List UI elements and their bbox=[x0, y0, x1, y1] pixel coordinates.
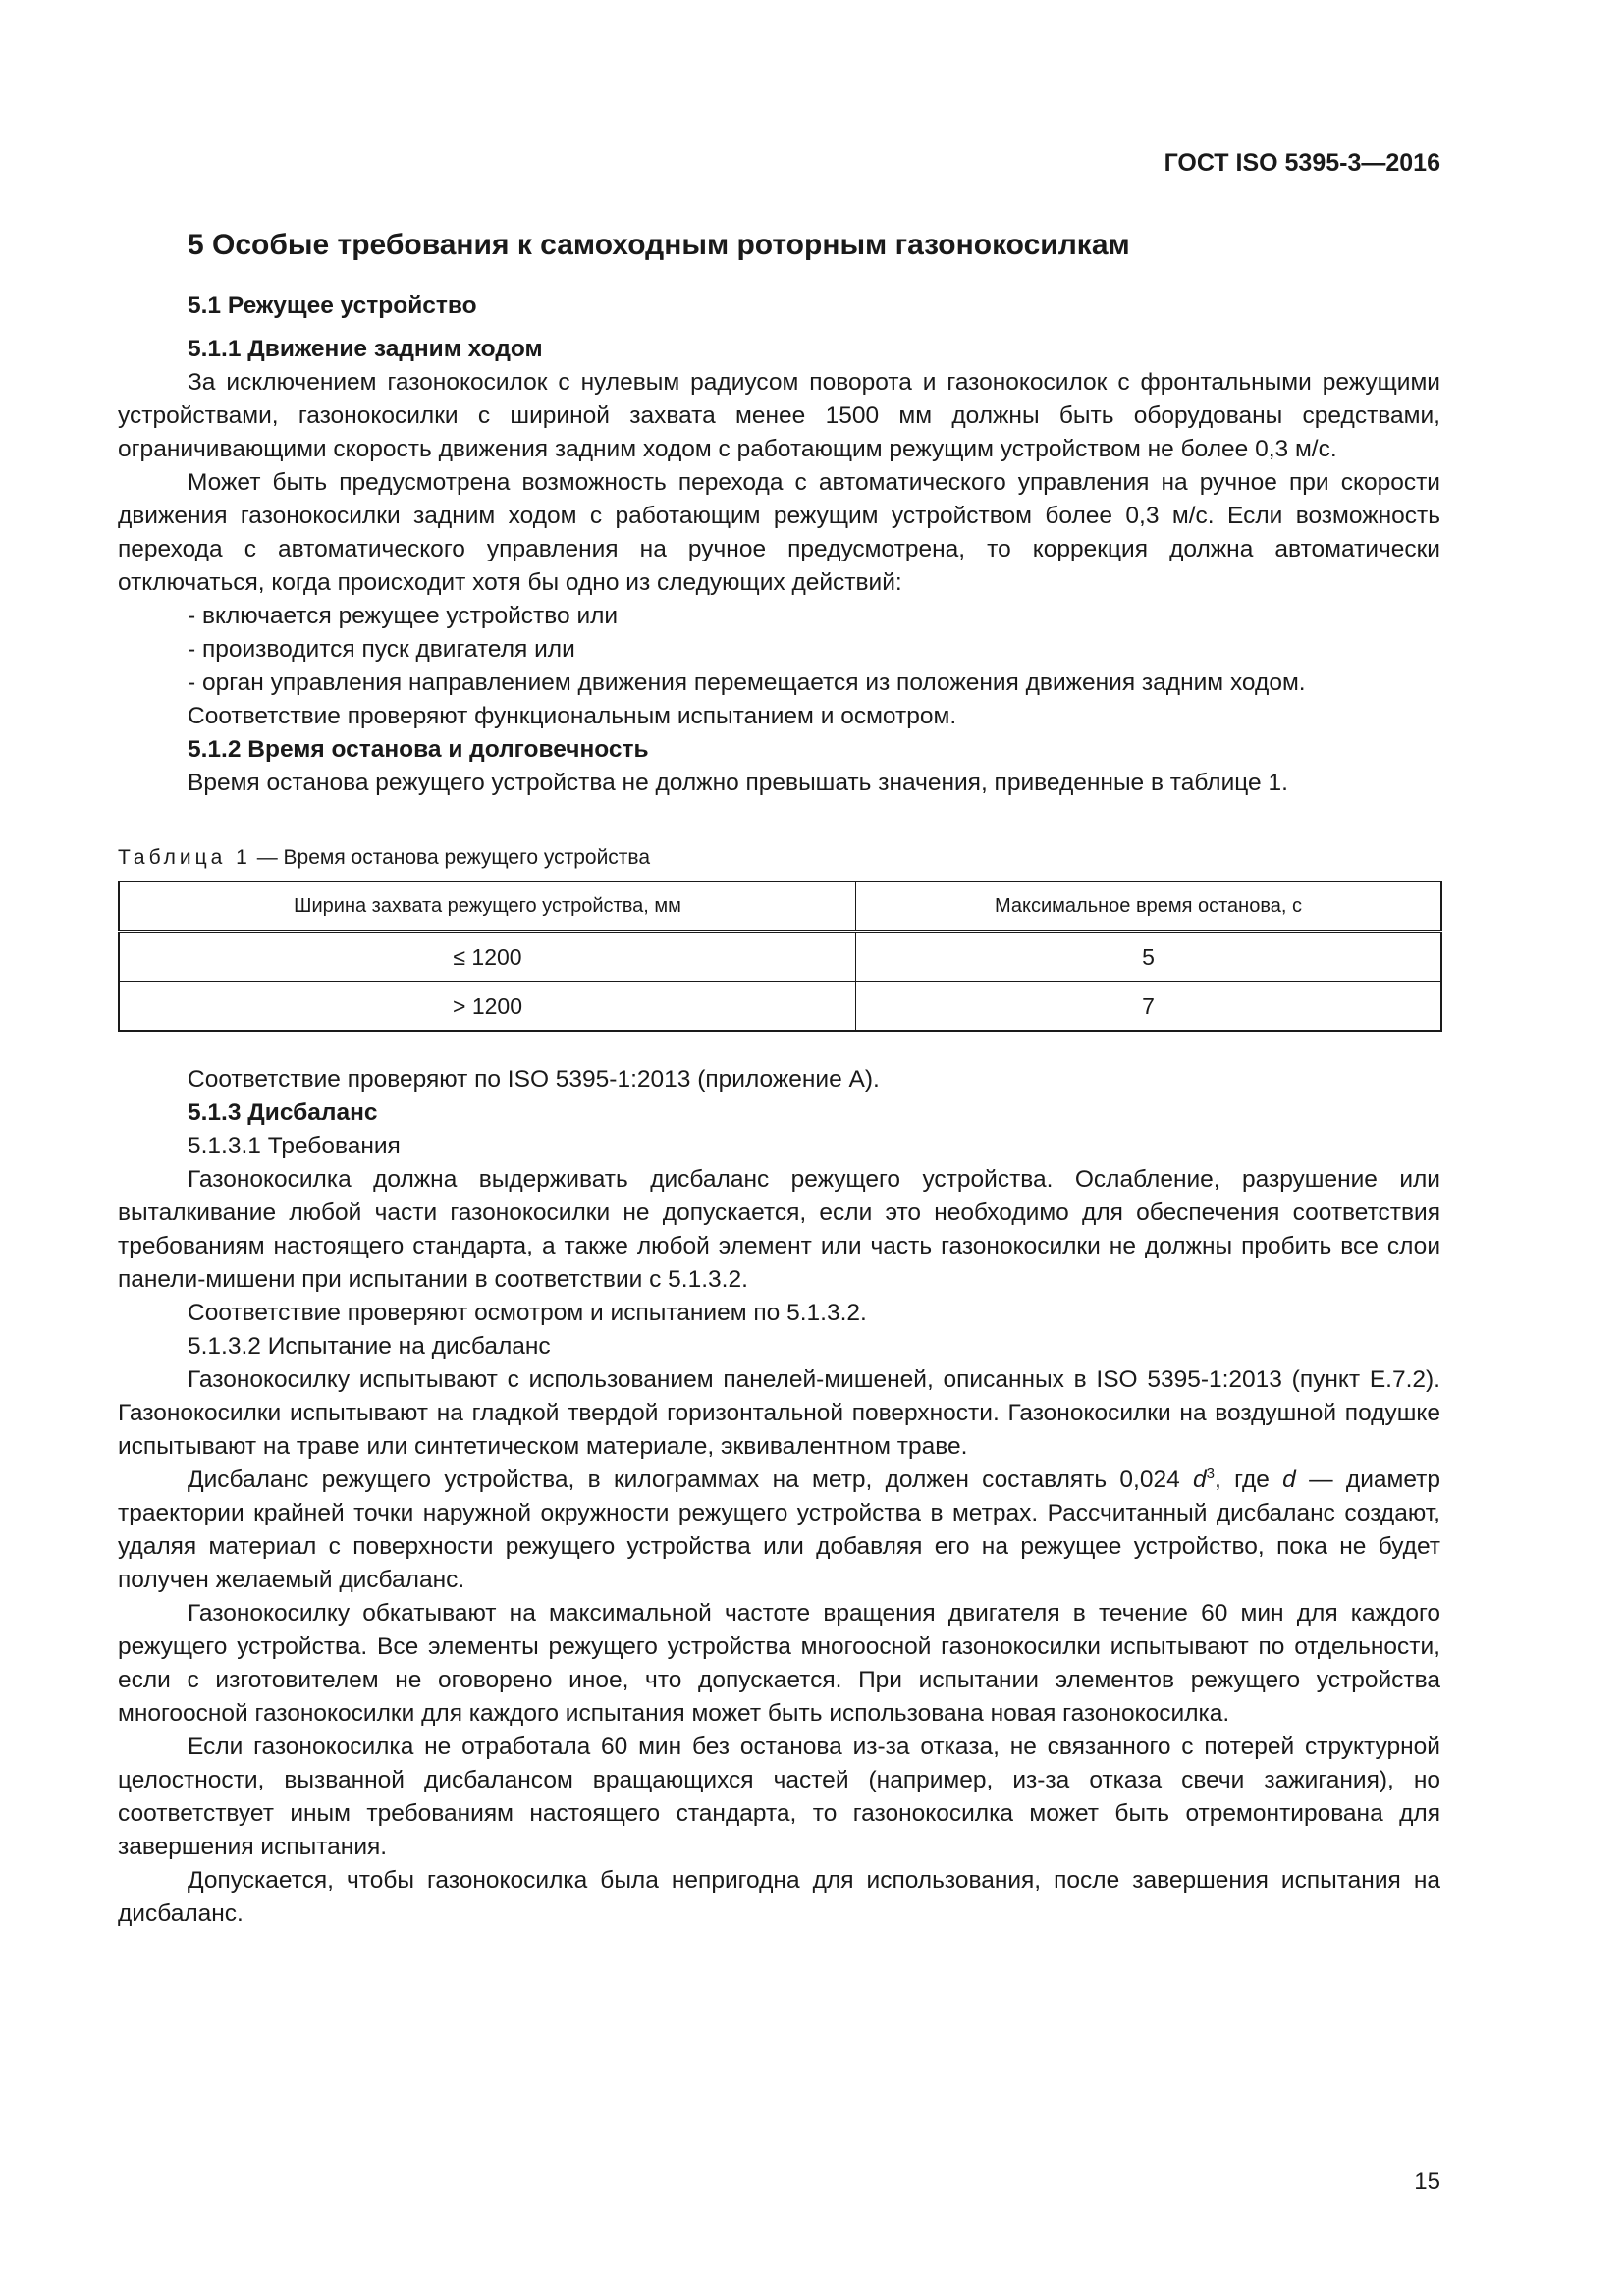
section-title: 5 Особые требования к самоходным роторным газонокосилкам bbox=[188, 229, 1130, 261]
subsection-title-5-1-1: 5.1.1 Движение задним ходом bbox=[188, 336, 543, 362]
formula-paragraph: Дисбаланс режущего устройства, в килограммах на метр, должен составлять 0,024 $d^3$, где d — диаметр траектории крайней точки наружной окружности режущего устройства в метрах. Рассчитанный дисбаланс создают, удаляя материал с поверхности режущего устройства или добавляя его на режущее устройство, пока не будет получен желаемый дисбаланс. bbox=[118, 1465, 1441, 1593]
clause-title-5-1-3-2: 5.1.3.2 Испытание на дисбаланс bbox=[188, 1333, 551, 1360]
clause-title-5-1-3-1: 5.1.3.1 Требования bbox=[188, 1133, 401, 1159]
list-item: - производится пуск двигателя или bbox=[188, 636, 575, 663]
table-caption-label: Таблица 1 bbox=[118, 846, 251, 869]
subsection-title-5-1-2: 5.1.2 Время останова и долговечность bbox=[188, 736, 649, 763]
paragraph: Если газонокосилка не отработала 60 мин без останова из-за отказа, не связанного с потерей структурной целостности, вызванной дисбалансом вращающихся частей (например, из-за отказа свечи зажигания), но соответствует иным требованиям настоящего стандарта, то газонокосилка может быть отремонтирована для завершения испытания. bbox=[118, 1734, 1440, 1860]
paragraph: Допускается, чтобы газонокосилка была непригодна для использования, после завершения испытания на дисбаланс. bbox=[118, 1867, 1440, 1927]
paragraph: Может быть предусмотрена возможность перехода с автоматического управления на ручное при скорости движения газонокосилки задним ходом с работающим режущим устройством более 0,3 м/с. Если возможность перехода с автоматического управления на ручное предусмотрена, то коррекция должна автоматически отключаться, когда происходит хотя бы одно из следующих действий: bbox=[118, 469, 1440, 596]
table-cell: 7 bbox=[856, 982, 1442, 1032]
paragraph: Газонокосилка должна выдерживать дисбаланс режущего устройства. Ослабление, разрушение или выталкивание любой части газонокосилки не допускается, если это необходимо для обеспечения соответствия требованиям настоящего стандарта, а также любой элемент или часть газонокосилки не должны пробить все слои панели-мишени при испытании в соответствии с 5.1.3.2. bbox=[118, 1166, 1440, 1293]
table-row bbox=[119, 982, 1441, 1032]
paragraph: Соответствие проверяют осмотром и испытанием по 5.1.3.2. bbox=[188, 1300, 867, 1326]
paragraph: За исключением газонокосилок с нулевым радиусом поворота и газонокосилок с фронтальными режущими устройствами, газонокосилки с шириной захвата менее 1500 мм должны быть оборудованы средствами, ограничивающими скорость движения задним ходом с работающим режущим устройством не более 0,3 м/с. bbox=[118, 369, 1440, 462]
standard-header: ГОСТ ISO 5395-3—2016 bbox=[1164, 149, 1440, 177]
stop-time-table bbox=[118, 881, 1442, 1032]
list-item: - включается режущее устройство или bbox=[188, 603, 619, 629]
paragraph: Время останова режущего устройства не должно превышать значения, приведенные в таблице 1. bbox=[188, 770, 1288, 796]
list-item: - орган управления направлением движения перемещается из положения движения задним ходом. bbox=[188, 669, 1306, 696]
paragraph: Соответствие проверяют функциональным испытанием и осмотром. bbox=[188, 703, 957, 729]
table-cell: ≤ 1200 bbox=[119, 932, 856, 982]
paragraph: Соответствие проверяют по ISO 5395-1:2013 (приложение А). bbox=[188, 1066, 880, 1093]
subsection-title-5-1: 5.1 Режущее устройство bbox=[188, 293, 477, 319]
subsection-title-5-1-3: 5.1.3 Дисбаланс bbox=[188, 1099, 378, 1126]
paragraph: Газонокосилку испытывают с использованием панелей-мишеней, описанных в ISO 5395-1:2013 (пункт Е.7.2). Газонокосилки испытывают на гладкой твердой горизонтальной поверхности. Газонокосилки на воздушной подушке испытывают на траве или синтетическом материале, эквивалентном траве. bbox=[118, 1366, 1440, 1460]
table-cell: > 1200 bbox=[119, 982, 856, 1032]
page-number: 15 bbox=[1414, 2168, 1440, 2195]
table-cell: 5 bbox=[856, 932, 1442, 982]
table-caption-text: — Время останова режущего устройства bbox=[250, 846, 651, 869]
table-header-row bbox=[119, 881, 1441, 932]
paragraph: Газонокосилку обкатывают на максимальной частоте вращения двигателя в течение 60 мин для каждого режущего устройства. Все элементы режущего устройства многоосной газонокосилки испытывают по отдельности, если с изготовителем не оговорено иное, что допускается. При испытании элементов режущего устройства многоосной газонокосилки для каждого испытания может быть использована новая газонокосилка. bbox=[118, 1600, 1440, 1727]
table-header-cell: Ширина захвата режущего устройства, мм bbox=[119, 881, 856, 932]
document-body bbox=[118, 290, 1440, 1931]
table-caption bbox=[118, 841, 1440, 881]
table-header-cell: Максимальное время останова, с bbox=[856, 881, 1442, 932]
table-row bbox=[119, 932, 1441, 982]
